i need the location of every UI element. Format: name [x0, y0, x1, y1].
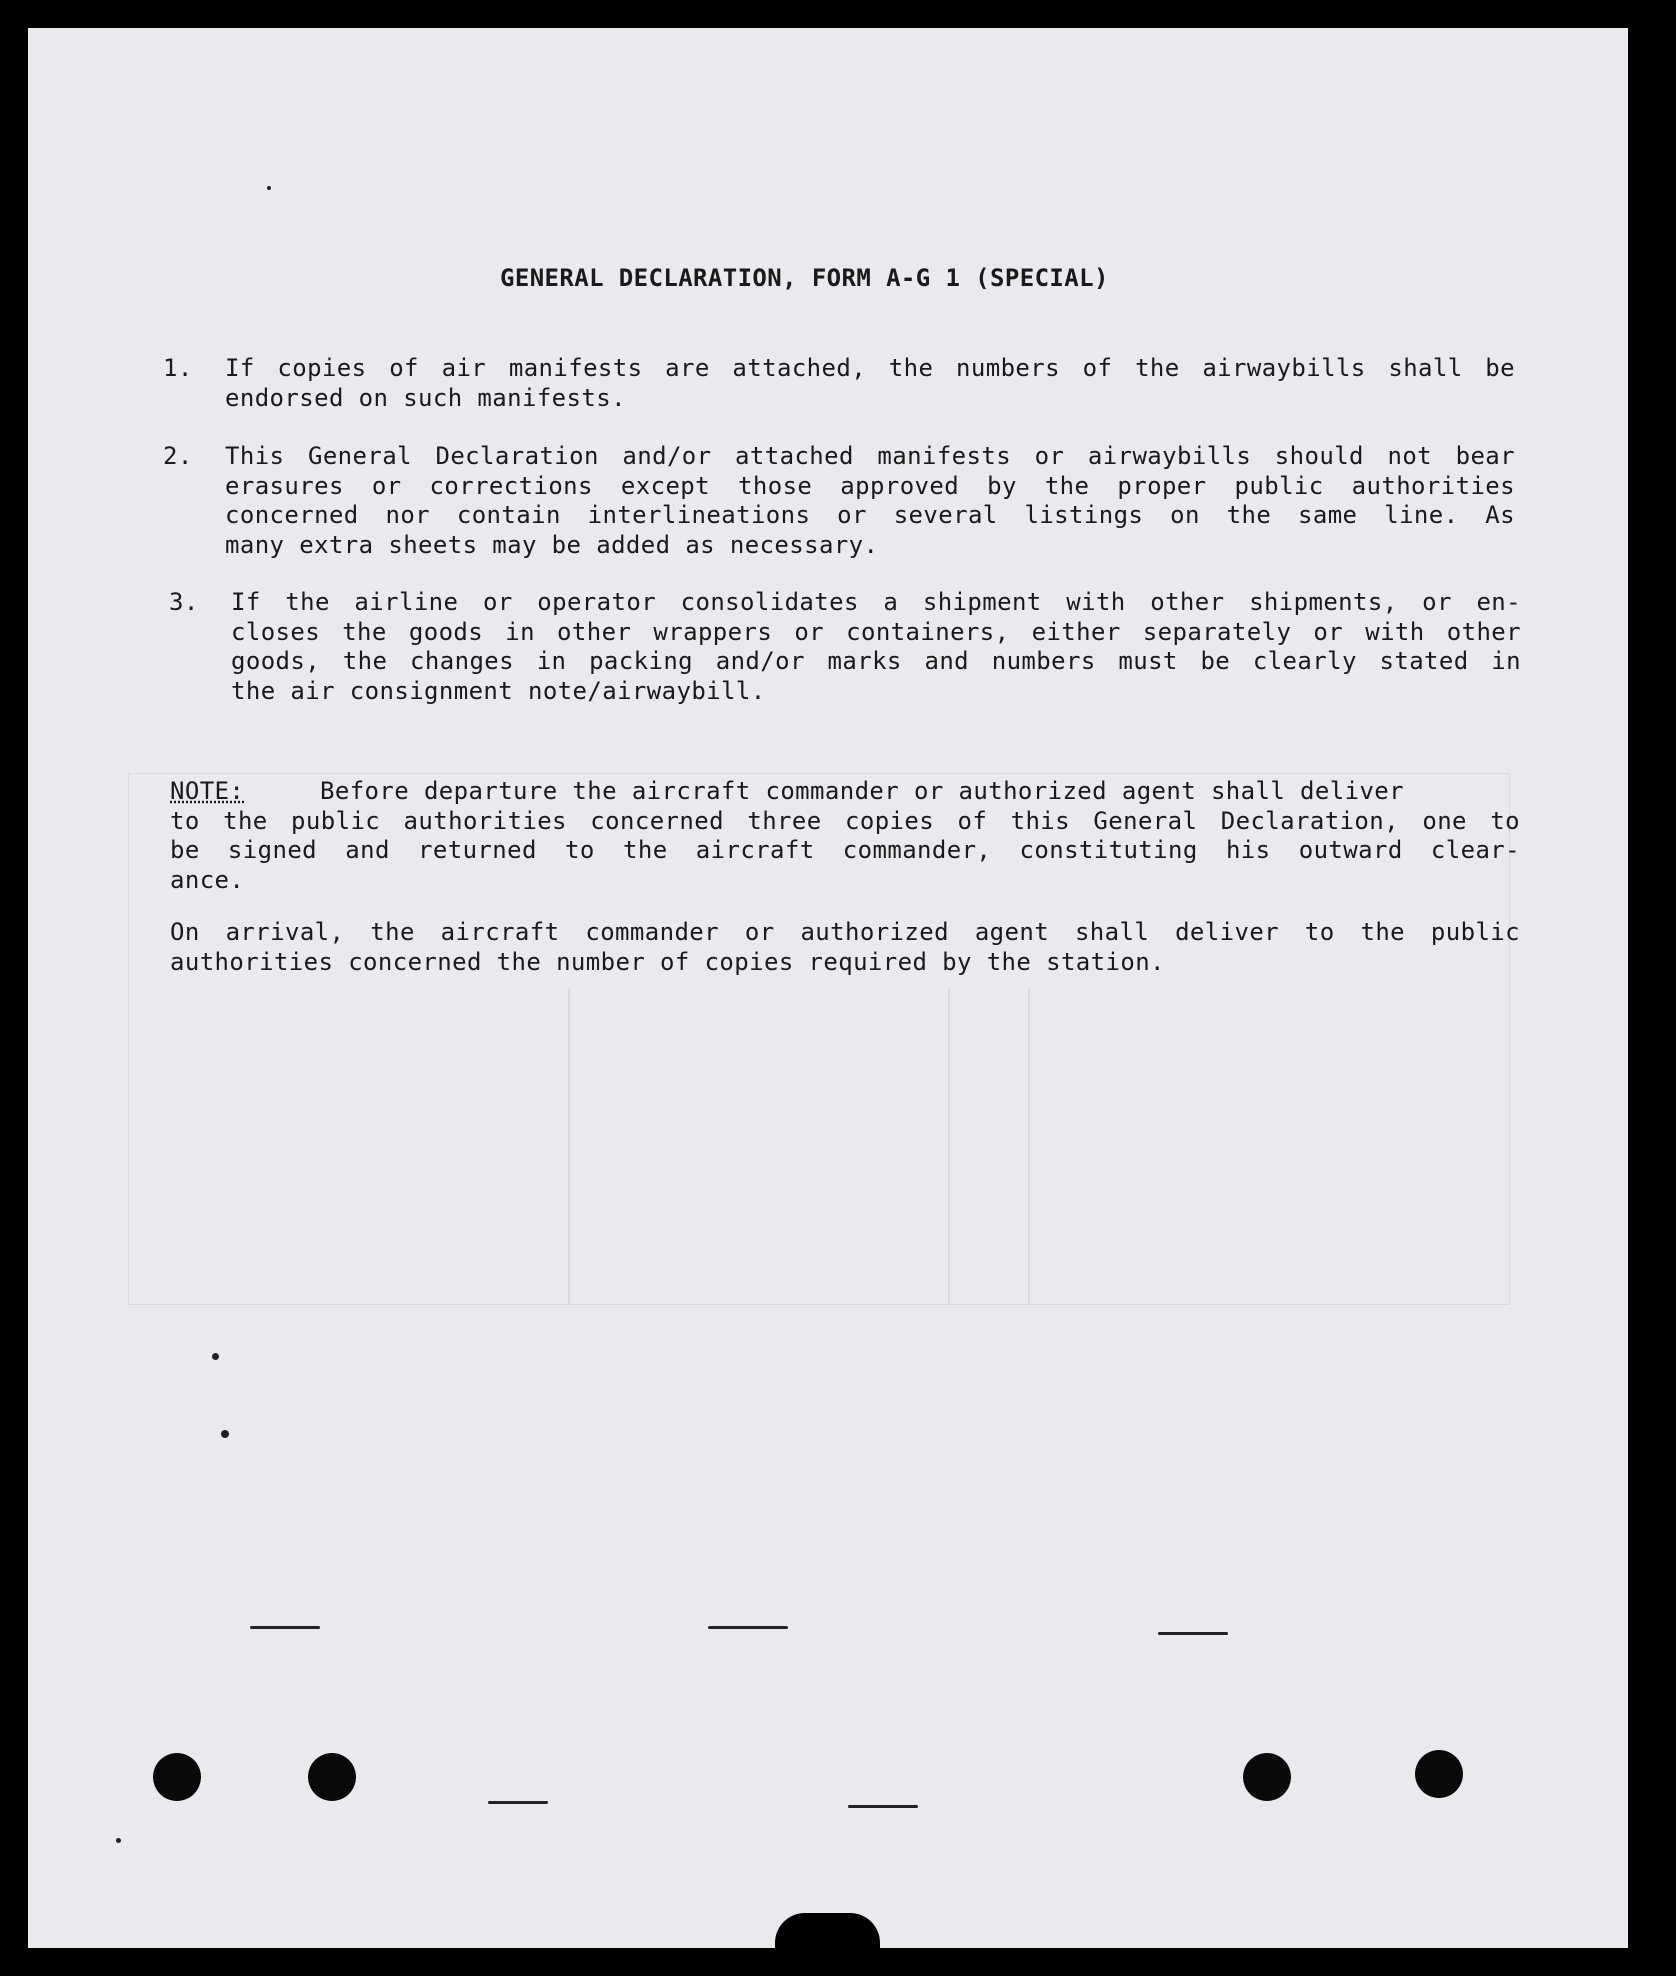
item-text: [231, 588, 1521, 706]
bottom-clip-shadow: [775, 1913, 880, 1948]
text-line: This General Declaration and/or attached manifests or airwaybills should not bear: [225, 442, 1515, 470]
show-through-divider: [568, 988, 570, 1305]
text-line: If the airline or operator consolidates a shipment with other shipments, or en-: [231, 588, 1521, 616]
punch-hole: [308, 1753, 356, 1801]
item-number: 2.: [163, 442, 193, 470]
note-label: NOTE:: [170, 777, 245, 805]
arrival-paragraph: [170, 918, 1520, 977]
text-line: the air consignment note/airwaybill.: [231, 676, 766, 705]
text-line: be signed and returned to the aircraft commander, constituting his outward clear-: [170, 836, 1520, 864]
text-line: concerned nor contain interlineations or several listings on the same line. As: [225, 501, 1515, 529]
speck: [708, 1626, 788, 1629]
show-through-divider: [948, 988, 950, 1305]
text-line: On arrival, the aircraft commander or authorized agent shall deliver to the public: [170, 918, 1520, 946]
speck: [250, 1626, 320, 1629]
speck: [221, 1430, 229, 1438]
punch-hole: [153, 1753, 201, 1801]
text-line: ance.: [170, 865, 245, 894]
punch-hole: [1415, 1750, 1463, 1798]
speck: [267, 186, 271, 190]
text-line: If copies of air manifests are attached, the numbers of the airwaybills shall be: [225, 354, 1515, 382]
speck: [1158, 1632, 1228, 1635]
show-through-divider: [1028, 988, 1030, 1305]
item-number: 1.: [163, 354, 193, 382]
item-text: [225, 354, 1515, 413]
document-page: [28, 28, 1628, 1948]
item-number: 3.: [169, 588, 199, 616]
text-line: many extra sheets may be added as necessary.: [225, 530, 879, 559]
text-line: [170, 777, 1520, 807]
speck: [116, 1838, 121, 1843]
page-title: GENERAL DECLARATION, FORM A-G 1 (SPECIAL): [500, 264, 1109, 292]
speck: [848, 1805, 918, 1808]
text-line: authorities concerned the number of copies required by the station.: [170, 947, 1165, 976]
speck: [488, 1801, 548, 1804]
speck: [212, 1353, 219, 1360]
text-line: to the public authorities concerned three copies of this General Declaration, one to: [170, 806, 1520, 835]
item-text: [225, 442, 1515, 560]
text-line: goods, the changes in packing and/or marks and numbers must be clearly stated in: [231, 647, 1521, 675]
note-first-line: Before departure the aircraft commander or authorized agent shall deliver: [320, 777, 1404, 805]
text-line: closes the goods in other wrappers or containers, either separately or with other: [231, 617, 1521, 646]
note-paragraph: [170, 777, 1520, 895]
punch-hole: [1243, 1753, 1291, 1801]
text-line: erasures or corrections except those approved by the proper public authorities: [225, 471, 1515, 500]
text-line: endorsed on such manifests.: [225, 383, 626, 412]
